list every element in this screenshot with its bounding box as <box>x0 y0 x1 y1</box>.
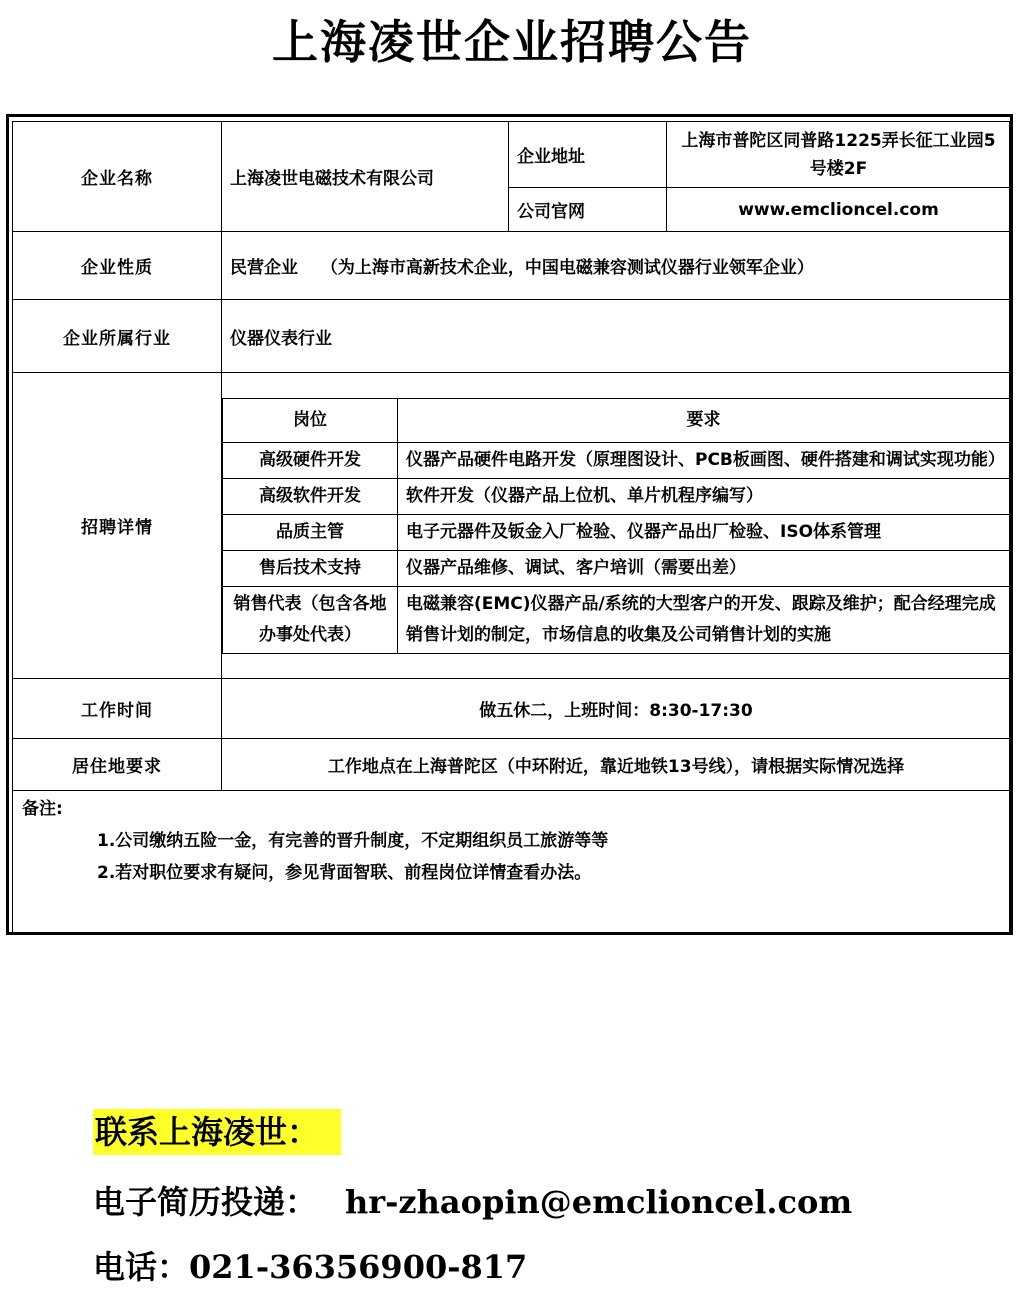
note-item: 2.若对职位要求有疑问，参见背面智联、前程岗位详情查看办法。 <box>97 863 592 883</box>
phone-line <box>93 1242 527 1288</box>
nature-label: 企业性质 <box>13 232 222 300</box>
email-line <box>93 1177 852 1223</box>
company-name-label: 企业名称 <box>13 122 222 232</box>
phone-value: 021-36356900-817 <box>189 1248 528 1286</box>
requirement-cell: 软件开发（仪器产品上位机、单片机程序编写） <box>398 478 1010 514</box>
work-time-value: 做五休二，上班时间：8:30-17:30 <box>222 679 1011 739</box>
position-cell: 高级软件开发 <box>223 478 398 514</box>
email-value: hr-zhaopin@emclioncel.com <box>345 1183 853 1221</box>
requirement-header: 要求 <box>398 398 1010 442</box>
position-cell: 销售代表（包含各地办事处代表） <box>223 586 398 653</box>
requirement-cell: 仪器产品维修、调试、客户培训（需要出差） <box>398 550 1010 586</box>
position-header: 岗位 <box>223 398 398 442</box>
industry-value: 仪器仪表行业 <box>222 300 1011 373</box>
page-title: 上海凌世企业招聘公告 <box>272 15 752 69</box>
work-time-label: 工作时间 <box>13 679 222 739</box>
notes-label: 备注: <box>22 799 63 819</box>
position-cell: 高级硬件开发 <box>223 442 398 478</box>
nature-value: 民营企业 （为上海市高新技术企业，中国电磁兼容测试仪器行业领军企业） <box>222 232 1011 300</box>
website-value: www.emclioncel.com <box>667 188 1011 232</box>
notes-section <box>12 789 1010 934</box>
note-item: 1.公司缴纳五险一金，有完善的晋升制度，不定期组织员工旅游等等 <box>97 831 609 851</box>
positions-table <box>222 398 1010 654</box>
address-value: 上海市普陀区同普路1225弄长征工业园5号楼2F <box>667 122 1011 188</box>
recruit-label: 招聘详情 <box>13 373 222 679</box>
requirement-cell: 仪器产品硬件电路开发（原理图设计、PCB板画图、硬件搭建和调试实现功能） <box>398 442 1010 478</box>
email-label: 电子简历投递： <box>93 1183 318 1221</box>
contact-heading <box>93 1107 341 1153</box>
address-label: 企业地址 <box>509 122 667 188</box>
residence-label: 居住地要求 <box>13 739 222 791</box>
requirement-cell: 电子元器件及钣金入厂检验、仪器产品出厂检验、ISO体系管理 <box>398 514 1010 550</box>
website-label: 公司官网 <box>509 188 667 232</box>
phone-label: 电话： <box>93 1248 190 1286</box>
industry-label: 企业所属行业 <box>13 300 222 373</box>
recruit-details <box>222 373 1011 679</box>
residence-value: 工作地点在上海普陀区（中环附近，靠近地铁13号线），请根据实际情况选择 <box>222 739 1011 791</box>
requirement-cell: 电磁兼容(EMC)仪器产品/系统的大型客户的开发、跟踪及维护；配合经理完成销售计划的制定，市场信息的收集及公司销售计划的实施 <box>398 586 1010 653</box>
recruitment-table <box>12 121 1011 791</box>
contact-heading-text: 联系上海凌世： <box>93 1109 341 1155</box>
position-cell: 售后技术支持 <box>223 550 398 586</box>
company-name-value: 上海凌世电磁技术有限公司 <box>222 122 509 232</box>
position-cell: 品质主管 <box>223 514 398 550</box>
